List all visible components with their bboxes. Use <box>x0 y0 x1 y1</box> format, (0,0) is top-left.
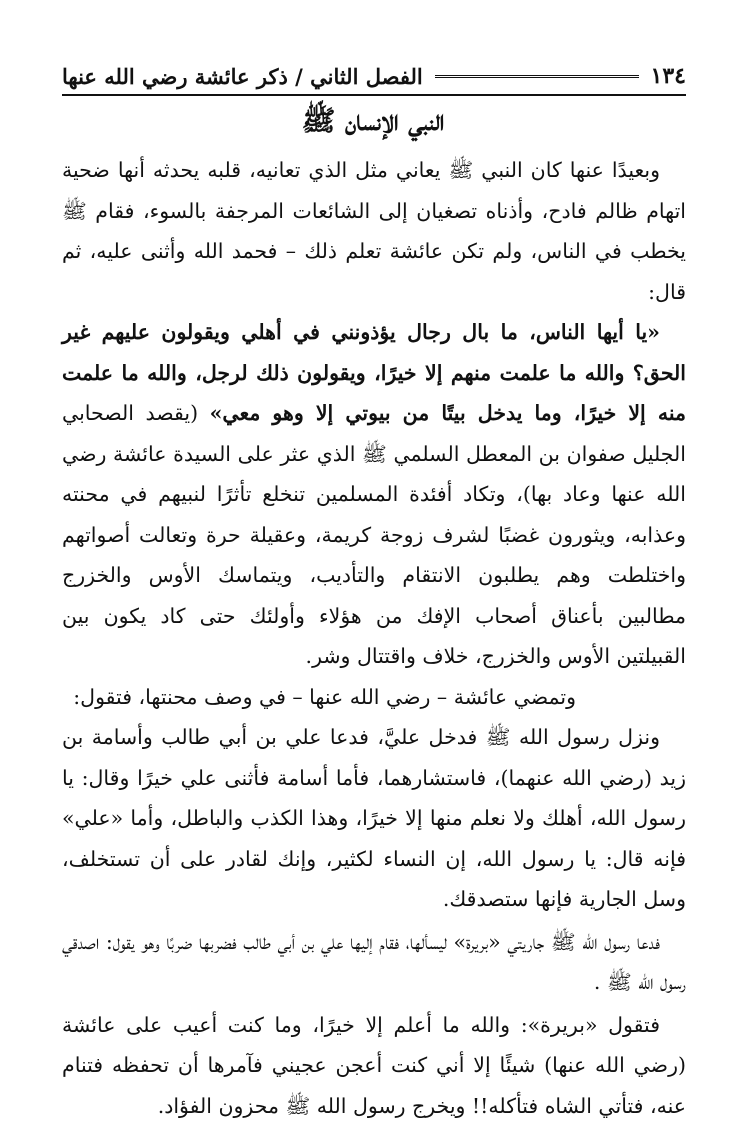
paragraph-2-rest: (يقصد الصحابي الجليل صفوان بن المعطل السلمي ﷺ الذي عثر على السيدة عائشة رضي الله عنها وعاد بها)، وتكاد أفئدة المسلمين تنخلع تأثرًا لنبيهم في محنته وعذابه، ويثورون غضبًا لشرف زوجة كريمة، وعقيلة حرة وتعالت أصواتهم واختلطت وهم يطلبون الانتقام والتأديب، ويتماسك الأوس والخزرج مطالبين بأعناق أصحاب الإفك من هؤلاء وأولئك حتى كاد يكون بين القبيلتين الأوس والخزرج، خلاف واقتتال وشر. <box>62 401 686 668</box>
paragraph-5: فدعا رسول الله ﷺ جاريتي «بريرة» ليسألها، فقام إليها علي بن أبي طالب فضربها ضربًا وهو يقول: اصدقي رسول الله ﷺ . <box>62 922 686 1003</box>
paragraph-1: وبعيدًا عنها كان النبي ﷺ يعاني مثل الذي تعانيه، قلبه يحدثه أنها ضحية اتهام ظالم فادح، وأذناه تصغيان إلى الشائعات المرجفة بالسوء، فقام ﷺ يخطب في الناس، ولم تكن عائشة تعلم ذلك – فحمد الله وأثنى عليه، ثم قال: <box>62 150 686 312</box>
paragraph-2 <box>62 312 686 677</box>
section-title: النبي الإنسان ﷺ <box>0 104 746 144</box>
running-header <box>62 58 686 96</box>
header-rule <box>435 75 639 78</box>
page-number: ١٣٤ <box>651 63 686 89</box>
prophet-quote: «يا أيها الناس، ما بال رجال يؤذونني في أهلي ويقولون عليهم غير الحق؟ والله ما علمت منهم إلا خيرًا، ويقولون ذلك لرجل، والله ما علمت منه إلا خيرًا، وما يدخل بيتًا من بيوتي إلا وهو معي» <box>62 320 686 425</box>
body-text <box>62 150 686 1126</box>
chapter-title: الفصل الثاني / ذكر عائشة رضي الله عنها <box>62 64 423 89</box>
paragraph-4: ونزل رسول الله ﷺ فدخل عليَّ، فدعا علي بن أبي طالب وأسامة بن زيد (رضي الله عنهما)، فاستشارهما، فأما أسامة فأثنى علي خيرًا وقال: يا رسول الله، أهلك ولا نعلم منها إلا خيرًا، وهذا الكذب والباطل، وأما «علي» فإنه قال: يا رسول الله، إن النساء لكثير، وإنك لقادر على أن تستخلف، وسل الجارية فإنها ستصدقك. <box>62 717 686 920</box>
paragraph-3: وتمضي عائشة – رضي الله عنها – في وصف محنتها، فتقول: <box>62 677 686 718</box>
paragraph-6: فتقول «بريرة»: والله ما أعلم إلا خيرًا، وما كنت أعيب على عائشة (رضي الله عنها) شيئًا إلا أني كنت أعجن عجيني فآمرها أن تحفظه فتنام عنه، فتأتي الشاه فتأكله!! ويخرج رسول الله ﷺ محزون الفؤاد. <box>62 1005 686 1126</box>
